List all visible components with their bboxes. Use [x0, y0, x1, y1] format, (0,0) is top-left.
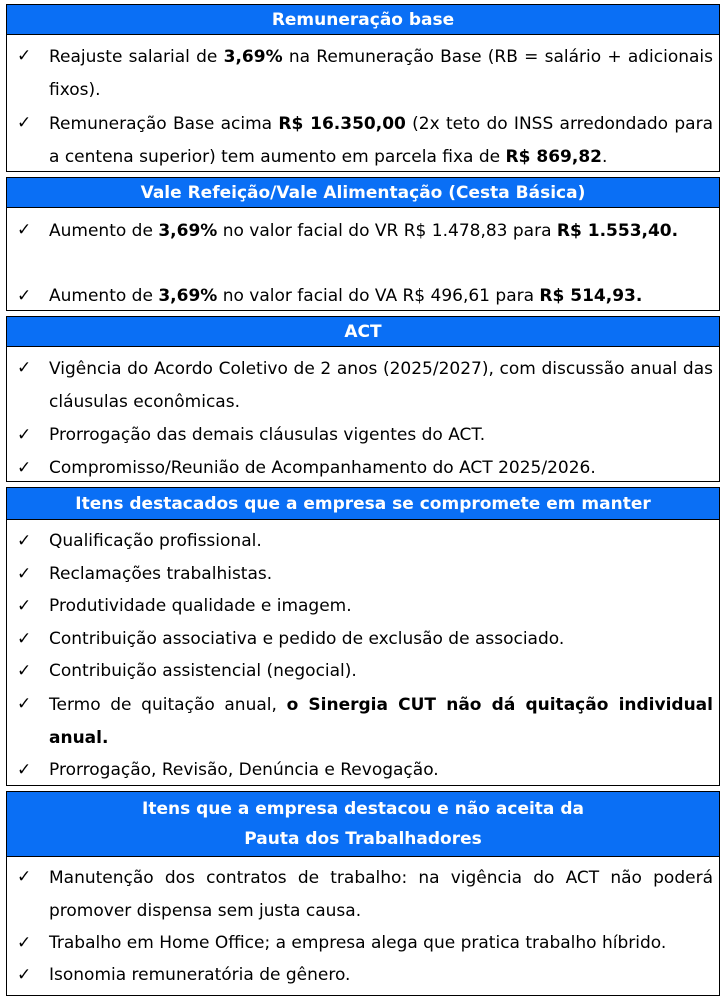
item-text — [49, 353, 713, 419]
list-item — [7, 928, 721, 961]
checkmark-icon: ✓ — [17, 46, 32, 66]
item-text-part: Qualificação profissional. — [49, 531, 262, 551]
item-text — [49, 420, 713, 451]
item-text — [49, 281, 713, 312]
item-text — [49, 656, 713, 687]
list-item — [7, 755, 721, 788]
item-text-part: no valor facial do VA R$ 496,61 para — [217, 286, 540, 306]
item-text-part: (2x teto do INSS arredondado para a centena superior) tem aumento em parcela fixa de — [49, 114, 713, 167]
list-item — [7, 215, 721, 281]
list-item — [7, 689, 721, 755]
section-header — [6, 316, 720, 347]
list-item — [7, 281, 721, 314]
item-text-part: Reclamações trabalhistas. — [49, 564, 273, 584]
item-text — [49, 108, 713, 174]
item-text — [49, 960, 713, 991]
section-body — [6, 35, 720, 172]
list-item — [7, 41, 721, 107]
list-item — [7, 591, 721, 624]
item-text-bold: R$ 16.350,00 — [278, 114, 406, 134]
section-title: Itens destacados que a empresa se compromete em manter — [75, 493, 651, 514]
item-text — [49, 526, 713, 557]
list-item — [7, 960, 721, 993]
checkmark-icon: ✓ — [17, 867, 32, 887]
item-text — [49, 41, 713, 107]
item-text-part: Termo de quitação anual, — [49, 695, 287, 715]
item-text-bold: 3,69% — [158, 221, 218, 241]
item-text-part: Remuneração Base acima — [49, 114, 279, 134]
list-item — [7, 862, 721, 928]
item-text-part: . — [601, 147, 608, 167]
section-title-line2: Pauta dos Trabalhadores — [244, 829, 482, 849]
checkmark-icon: ✓ — [17, 358, 32, 378]
checkmark-icon: ✓ — [17, 965, 32, 985]
item-text — [49, 755, 713, 786]
item-text-part: Reajuste salarial de — [49, 47, 224, 67]
list-item — [7, 353, 721, 419]
checkmark-icon: ✓ — [17, 629, 32, 649]
checkmark-icon: ✓ — [17, 564, 32, 584]
section-title: Vale Refeição/Vale Alimentação (Cesta Básica) — [140, 182, 586, 203]
item-text-part: na Remuneração Base (RB = salário + adicionais fixos). — [49, 47, 713, 100]
item-text-part: Trabalho em Home Office; a empresa alega que pratica trabalho híbrido. — [49, 933, 667, 953]
section-header — [6, 177, 720, 208]
section-body — [6, 347, 720, 482]
item-text-part: Aumento de — [49, 286, 159, 306]
section-body — [6, 208, 720, 311]
item-text — [49, 591, 713, 622]
section-body — [6, 857, 720, 996]
section-body — [6, 520, 720, 786]
item-text-part: Contribuição assistencial (negocial). — [49, 661, 357, 681]
item-text-bold: 3,69% — [158, 286, 218, 306]
checkmark-icon: ✓ — [17, 694, 32, 714]
section-header — [6, 791, 720, 857]
list-item — [7, 656, 721, 689]
item-text-part: Prorrogação, Revisão, Denúncia e Revogação. — [49, 760, 439, 780]
item-text — [49, 928, 713, 959]
item-text — [49, 453, 713, 484]
item-text-part: Compromisso/Reunião de Acompanhamento do ACT 2025/2026. — [49, 458, 596, 478]
item-text-bold: 3,69% — [223, 47, 283, 67]
section-title: ACT — [344, 321, 382, 342]
list-item — [7, 624, 721, 657]
checkmark-icon: ✓ — [17, 458, 32, 478]
item-text-part: Contribuição associativa e pedido de exclusão de associado. — [49, 629, 565, 649]
checkmark-icon: ✓ — [17, 113, 32, 133]
item-text — [49, 624, 713, 655]
list-item — [7, 453, 721, 486]
checkmark-icon: ✓ — [17, 596, 32, 616]
item-text-part: Vigência do Acordo Coletivo de 2 anos (2025/2027), com discussão anual das cláusulas econômicas. — [49, 359, 713, 412]
checkmark-icon: ✓ — [17, 425, 32, 445]
checkmark-icon: ✓ — [17, 933, 32, 953]
checkmark-icon: ✓ — [17, 760, 32, 780]
section-title: Itens que a empresa destacou e não aceita da — [142, 799, 584, 819]
checkmark-icon: ✓ — [17, 661, 32, 681]
item-text-part: Isonomia remuneratória de gênero. — [49, 965, 351, 985]
item-text-bold: o Sinergia CUT não dá quitação individual anual. — [49, 695, 713, 748]
section-title: Remuneração base — [271, 9, 455, 30]
list-item — [7, 526, 721, 559]
section-header — [6, 4, 720, 35]
item-text — [49, 215, 713, 248]
item-text-part: Produtividade qualidade e imagem. — [49, 596, 352, 616]
checkmark-icon: ✓ — [17, 286, 32, 306]
checkmark-icon: ✓ — [17, 531, 32, 551]
section-header — [6, 487, 720, 520]
list-item — [7, 559, 721, 592]
item-text-part: Manutenção dos contratos de trabalho: na vigência do ACT não poderá promover dispensa sem justa causa. — [49, 868, 713, 921]
item-text-part: Aumento de — [49, 221, 159, 241]
item-text — [49, 862, 713, 928]
item-text-part: no valor facial do VR R$ 1.478,83 para — [217, 221, 557, 241]
list-item — [7, 108, 721, 174]
item-text-part: Prorrogação das demais cláusulas vigentes do ACT. — [49, 425, 486, 445]
item-text-bold: R$ 1.553,40. — [556, 221, 679, 241]
item-text — [49, 689, 713, 755]
item-text-bold: R$ 869,82 — [505, 147, 602, 167]
item-text — [49, 559, 713, 590]
item-text-bold: R$ 514,93. — [539, 286, 643, 306]
checkmark-icon: ✓ — [17, 220, 32, 240]
list-item — [7, 420, 721, 453]
